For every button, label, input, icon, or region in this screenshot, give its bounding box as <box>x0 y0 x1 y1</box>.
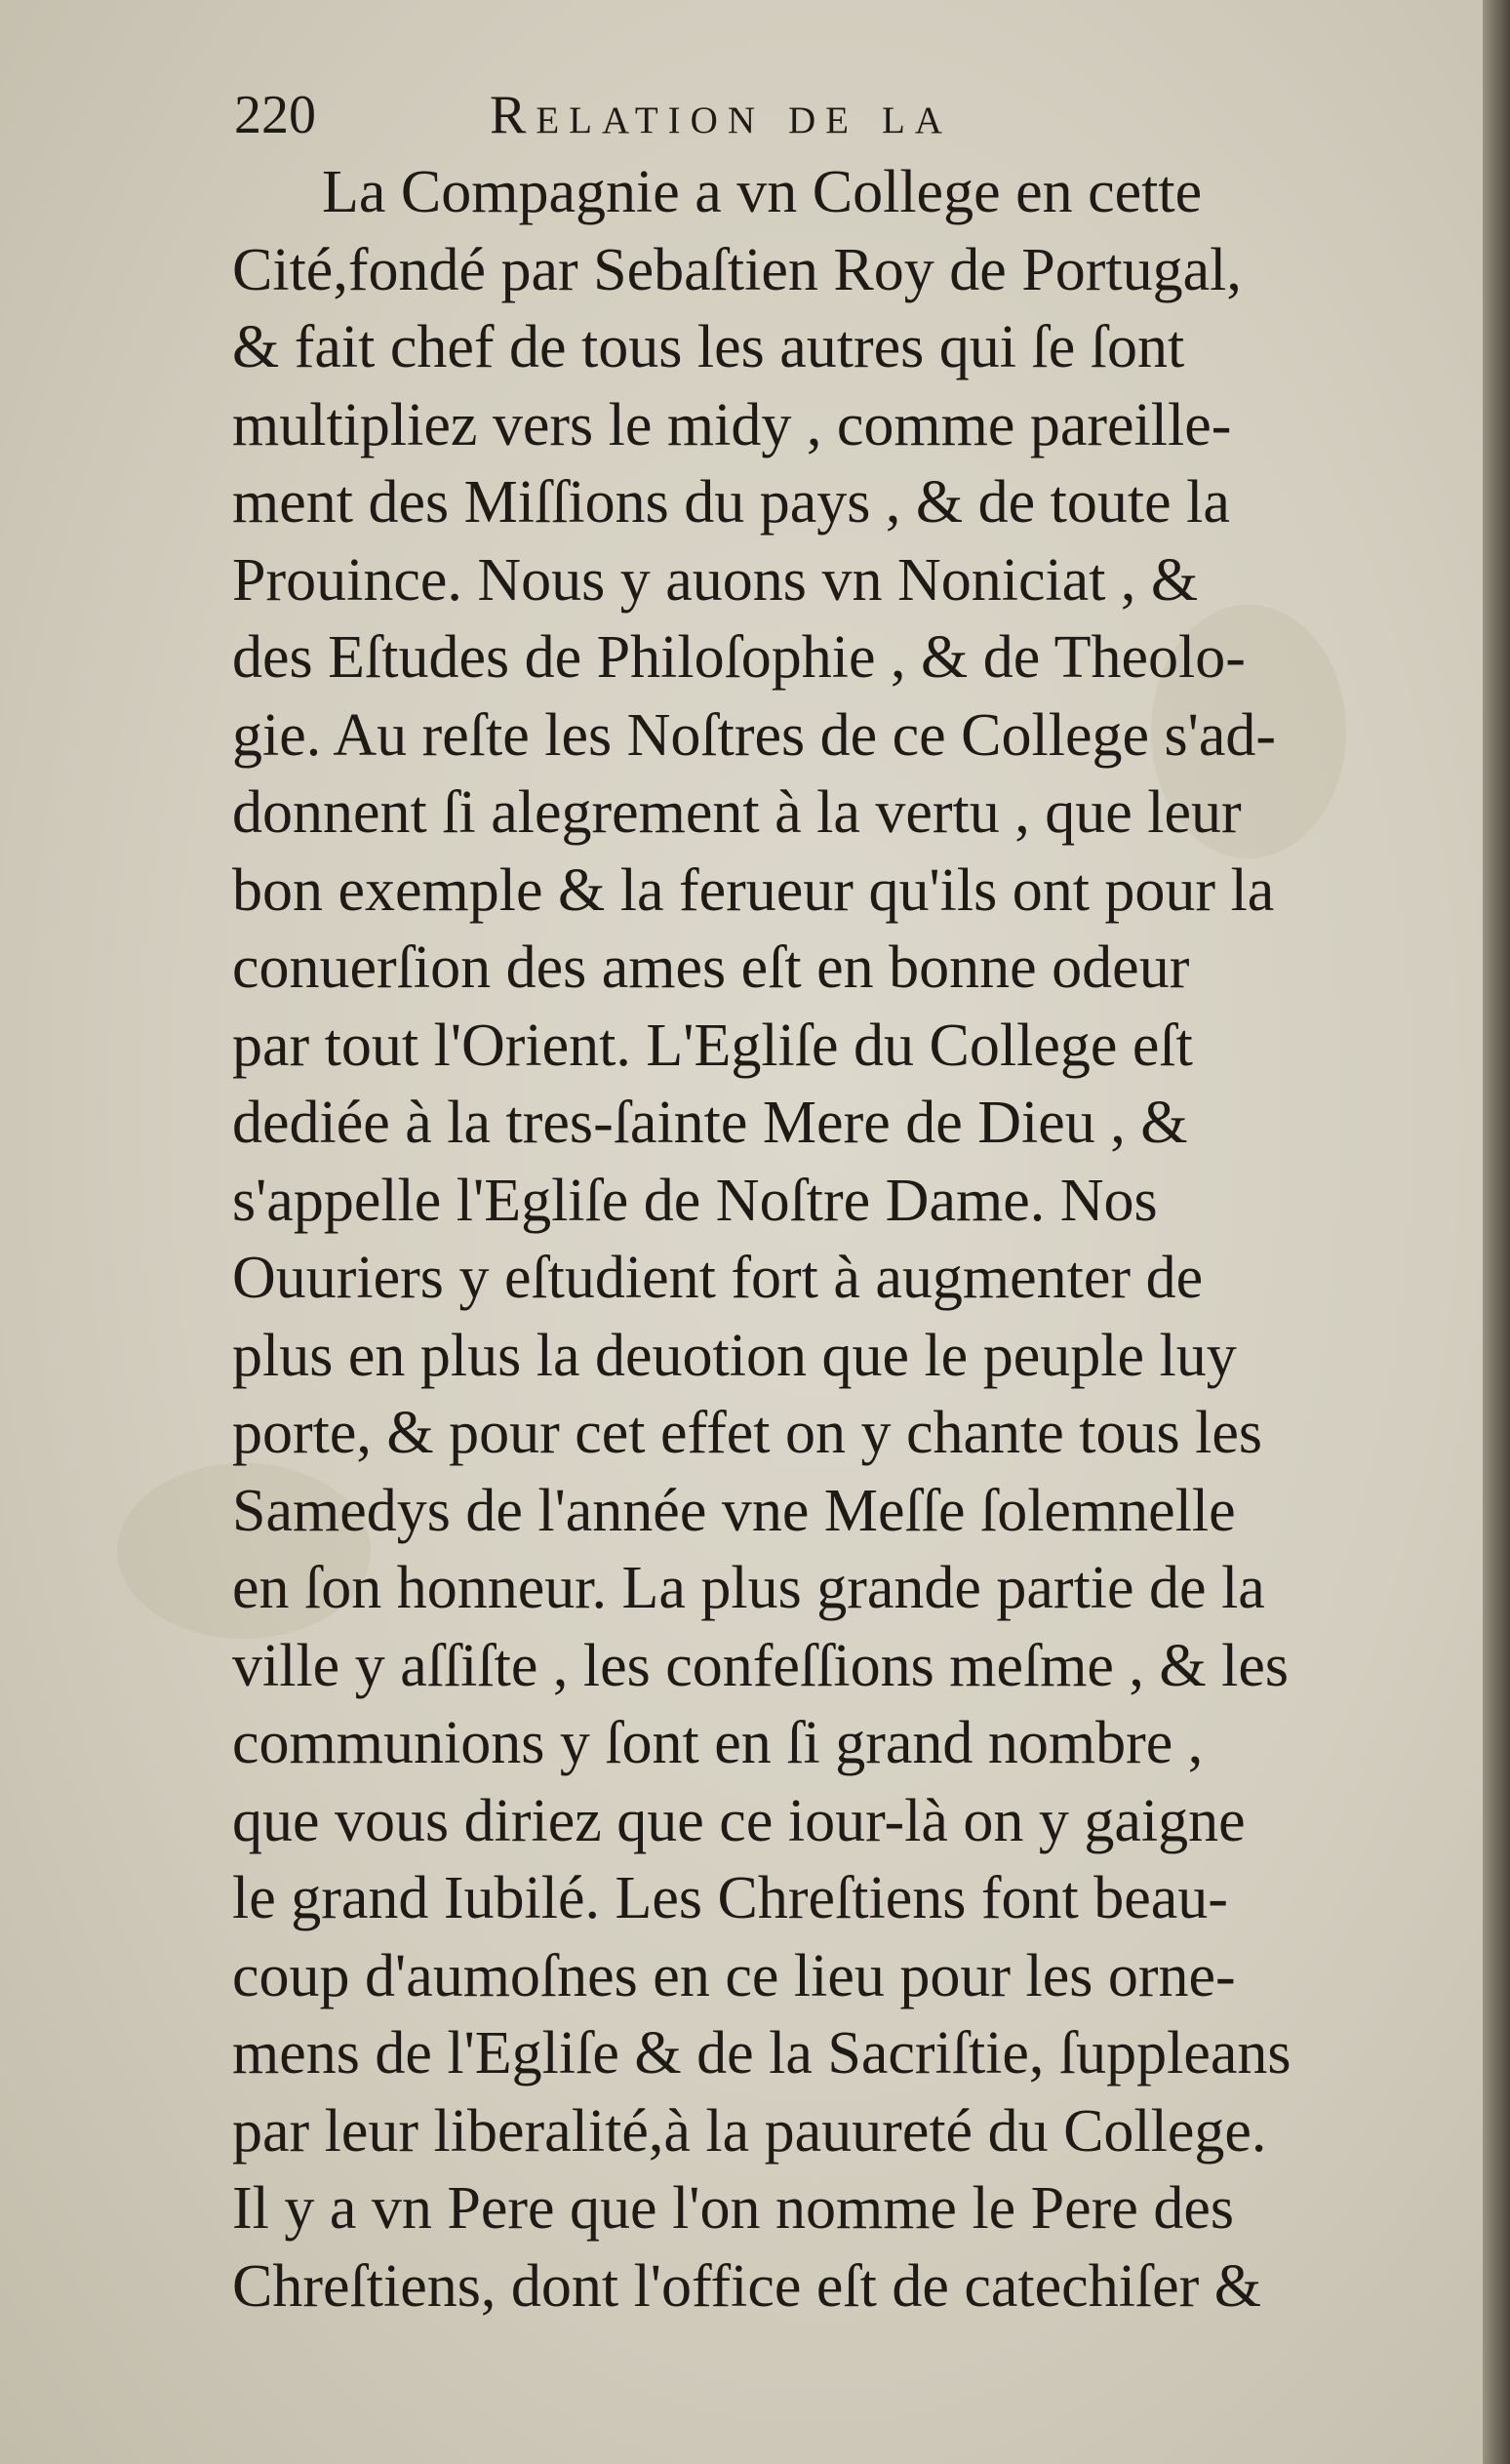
text-line: gie. Au reſte les Noſtres de ce College s'ad- <box>232 701 1276 769</box>
text-line: ment des Miſſions du pays , & de toute la <box>232 469 1230 536</box>
text-line: Samedys de l'année vne Meſſe ſolemnelle <box>232 1477 1236 1544</box>
body-text <box>232 154 1442 2325</box>
text-line: Ouuriers y eſtudient fort à augmenter de <box>232 1245 1204 1311</box>
text-line: s'appelle l'Egliſe de Noſtre Dame. Nos <box>232 1167 1158 1234</box>
text-line: porte, & pour cet effet on y chante tous les <box>232 1400 1262 1466</box>
text-line: bon exemple & la ferueur qu'ils ont pour la <box>232 856 1275 924</box>
text-line: multipliez vers le midy , comme pareille- <box>232 391 1232 458</box>
text-line: conuerſion des ames eſt en bonne odeur <box>232 934 1190 1001</box>
text-line: dediée à la tres-ſainte Mere de Dieu , & <box>232 1090 1188 1156</box>
text-line: Prouince. Nous y auons vn Noniciat , & <box>232 546 1199 614</box>
text-line: coup d'aumoſnes en ce lieu pour les orne- <box>232 1942 1236 2009</box>
text-line: Chreſtiens, dont l'office eſt de catechiſer & <box>232 2252 1262 2320</box>
text-line: ville y aſſiſte , les confeſſions meſme , & les <box>232 1632 1290 1699</box>
page-edge-shadow <box>1483 0 1510 2464</box>
running-title: Relation de la <box>490 85 952 145</box>
text-line: le grand Iubilé. Les Chreſtiens font beau- <box>232 1865 1228 1931</box>
text-line: Il y a vn Pere que l'on nomme le Pere des <box>232 2175 1234 2242</box>
text-line: Cité,fondé par Sebaſtien Roy de Portugal, <box>232 236 1242 303</box>
page-number: 220 <box>234 85 316 145</box>
text-line: communions y ſont en ſi grand nombre , <box>232 1710 1204 1776</box>
text-line: par tout l'Orient. L'Egliſe du College eſt <box>232 1012 1193 1079</box>
text-line: mens de l'Egliſe & de la Sacriſtie, ſuppleans <box>232 2020 1291 2086</box>
running-head <box>234 76 1210 154</box>
text-line: donnent ſi alegrement à la vertu , que leur <box>232 779 1242 846</box>
text-line: par leur liberalité,à la pauureté du College. <box>232 2097 1267 2165</box>
text-line: que vous diriez que ce iour-là on y gaigne <box>232 1787 1246 1854</box>
text-line: La Compagnie a vn College en cette <box>322 159 1203 225</box>
text-line: des Eſtudes de Philoſophie , & de Theolo- <box>232 624 1246 691</box>
text-line: en ſon honneur. La plus grande partie de la <box>232 1555 1265 1621</box>
text-line: & fait chef de tous les autres qui ſe ſont <box>232 314 1185 380</box>
text-line: plus en plus la deuotion que le peuple luy <box>232 1322 1237 1389</box>
